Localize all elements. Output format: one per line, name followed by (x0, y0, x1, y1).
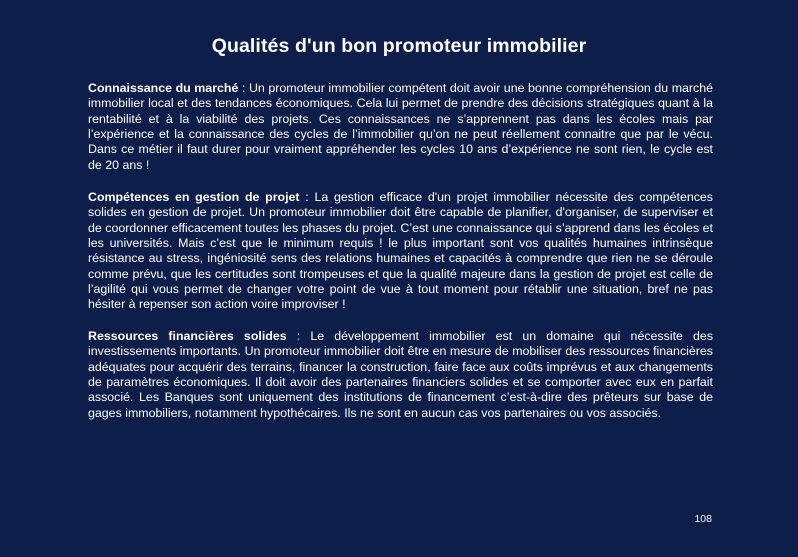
body-text (88, 81, 713, 438)
page-title: Qualités d'un bon promoteur immobilier (211, 35, 587, 57)
term-financial-resources: Ressources financières solides (88, 328, 287, 343)
paragraph-text: Un promoteur immobilier compétent doit avoir une bonne compréhension du marché immobilier local et des tendances économiques. Cela lui permet de prendre des décisions stratégiques quant à la rentabilité et à la viabilité des projets. Ces connaissances ne s’apprennent pas dans les écoles mais par l’expérience et la connaissance des cycles de l’immobilier qu’on ne peut réellement connaitre que par le vécu. Dans ce métier il faut durer pour vraiment appréhender les cycles 10 ans d’expérience ne sont rien, le cycle est de 20 ans ! (88, 81, 714, 172)
term-project-management: Compétences en gestion de projet (88, 190, 300, 205)
paragraph-market-knowledge (88, 81, 713, 173)
paragraph-text: La gestion efficace d'un projet immobilier nécessite des compétences solides en gestion de projet. Un promoteur immobilier doit être capable de planifier, d'organiser, de superviser et de coordonner efficacement toutes les phases du projet. C’est une connaissance qui s’apprend dans les écoles et les universités. Mais c’est que le minimum requis ! le plus important sont vos qualités humaines intrinsèque résistance au stress, ingéniosité sens des relations humaines et capacités à comprendre que rien ne se déroule comme prévu, que les certitudes sont trompeuses et que la qualité majeure dans la gestion de projet est celle de l’agilité qui vous permet de changer votre point de vue à tout moment pour rétablir une situation, bref ne pas hésiter à repenser son action voire improviser ! (88, 190, 714, 312)
paragraph-project-management (88, 190, 713, 313)
separator: : (299, 190, 315, 205)
separator: : (238, 81, 249, 95)
page-number: 108 (694, 513, 712, 525)
separator: : (286, 328, 311, 343)
paragraph-financial-resources (88, 329, 713, 421)
paragraph-text: Le développement immobilier est un domaine qui nécessite des investissements importants. Un promoteur immobilier doit être en mesure de mobiliser des ressources financières adéquates pour acquérir des terrains, financer la construction, faire face aux coûts imprévus et aux changements de paramètres économiques. Il doit avoir des partenaires financiers solides et se comporter avec eux en parfait associé. Les Banques sont uniquement des institutions de financement c’est-à-dire des prêteurs sur base de gages immobiliers, notamment hypothécaires. Ils ne sont en aucun cas vos partenaires ou vos associés. (88, 328, 714, 420)
term-market-knowledge: Connaissance du marché (88, 81, 239, 95)
